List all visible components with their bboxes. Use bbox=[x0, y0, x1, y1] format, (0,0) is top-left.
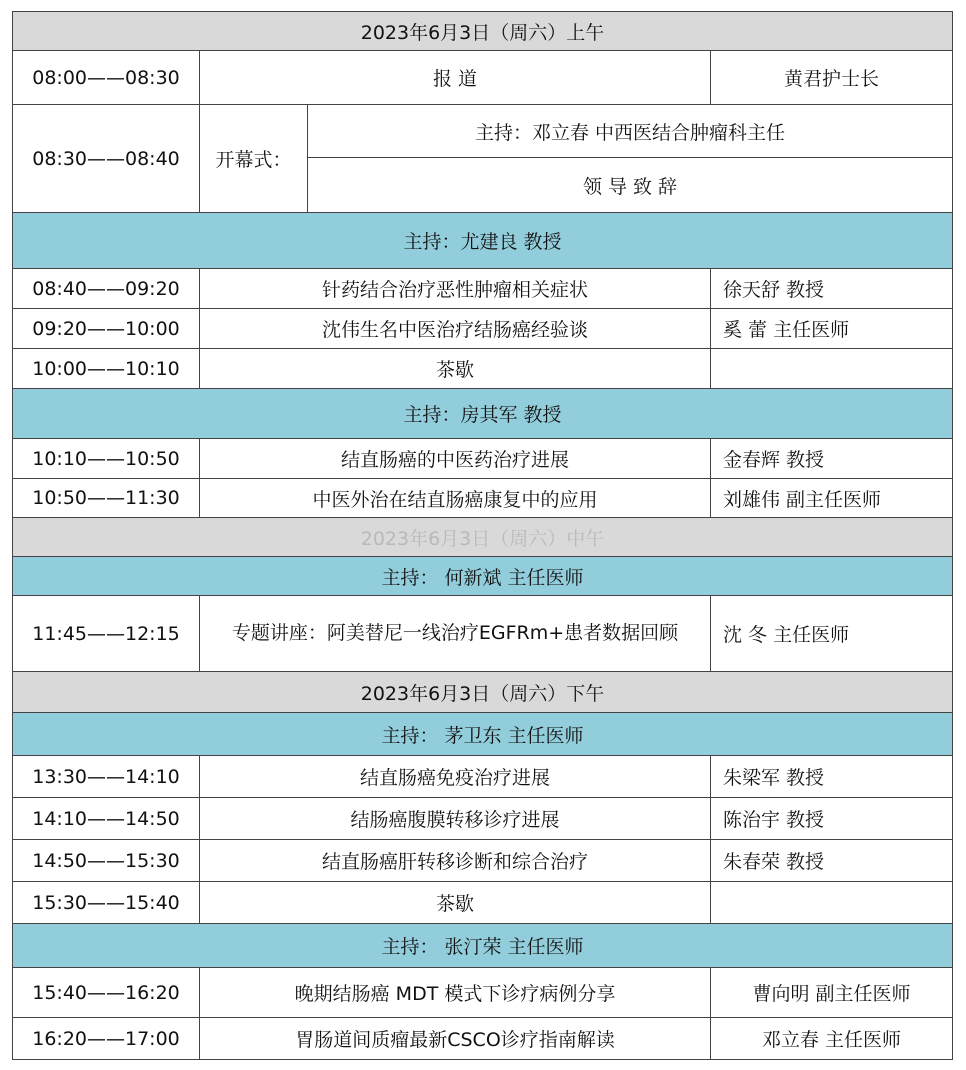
time-cell: 11:45——12:15 bbox=[13, 596, 200, 671]
session3-host-row bbox=[12, 557, 953, 596]
topic-cell: 结肠癌腹膜转移诊疗进展 bbox=[200, 798, 711, 839]
table-row bbox=[12, 269, 953, 309]
time-cell: 09:20——10:00 bbox=[13, 309, 200, 348]
session-host: 主持： 何新斌 主任医师 bbox=[381, 566, 584, 589]
topic-cell: 针药结合治疗恶性肿瘤相关症状 bbox=[200, 269, 711, 308]
speaker-cell bbox=[711, 349, 952, 388]
opening-label: 开幕式： bbox=[200, 105, 308, 212]
time-cell: 08:30——08:40 bbox=[13, 105, 200, 212]
speaker-cell: 奚 蕾 主任医师 bbox=[723, 319, 850, 341]
topic-cell: 专题讲座：阿美替尼一线治疗EGFRm+患者数据回顾 bbox=[200, 596, 711, 671]
time-cell: 15:30——15:40 bbox=[13, 882, 200, 923]
speaker-cell: 陈治宇 教授 bbox=[723, 809, 825, 831]
table-row bbox=[12, 1018, 953, 1060]
table-row bbox=[12, 882, 953, 924]
topic-cell: 结直肠癌的中医药治疗进展 bbox=[200, 439, 711, 478]
lecture-row bbox=[12, 596, 953, 672]
table-row bbox=[12, 840, 953, 882]
noon-header: 2023年6月3日（周六）中午 bbox=[360, 527, 605, 550]
topic-cell: 胃肠道间质瘤最新CSCO诊疗指南解读 bbox=[200, 1018, 711, 1059]
speaker-cell bbox=[711, 882, 952, 923]
afternoon-header-row bbox=[12, 672, 953, 713]
speaker-cell: 邓立春 主任医师 bbox=[761, 1029, 902, 1051]
speaker-cell: 刘雄伟 副主任医师 bbox=[723, 488, 882, 511]
speaker-cell: 金春辉 教授 bbox=[723, 449, 825, 471]
time-cell: 08:00——08:30 bbox=[13, 51, 200, 104]
time-cell: 10:10——10:50 bbox=[13, 439, 200, 478]
table-row bbox=[12, 756, 953, 798]
noon-header-row bbox=[12, 518, 953, 557]
session5-host-row bbox=[12, 924, 953, 968]
registration-row bbox=[12, 51, 953, 105]
topic-cell: 晚期结肠癌 MDT 模式下诊疗病例分享 bbox=[200, 968, 711, 1017]
speaker-cell: 朱梁军 教授 bbox=[723, 767, 825, 789]
session4-host-row bbox=[12, 713, 953, 756]
time-cell: 15:40——16:20 bbox=[13, 968, 200, 1017]
topic-cell: 结直肠癌肝转移诊断和综合治疗 bbox=[200, 840, 711, 881]
time-cell: 13:30——14:10 bbox=[13, 756, 200, 797]
morning-header-row bbox=[12, 11, 953, 51]
topic-cell: 报 道 bbox=[200, 51, 711, 104]
time-cell: 08:40——09:20 bbox=[13, 269, 200, 308]
time-cell: 14:50——15:30 bbox=[13, 840, 200, 881]
session-host: 主持：尤建良 教授 bbox=[403, 231, 562, 253]
session1-host-row bbox=[12, 213, 953, 269]
time-cell: 16:20——17:00 bbox=[13, 1018, 200, 1059]
time-cell: 10:00——10:10 bbox=[13, 349, 200, 388]
speaker-cell: 沈 冬 主任医师 bbox=[723, 624, 850, 646]
table-row bbox=[12, 798, 953, 840]
table-row bbox=[12, 479, 953, 518]
table-row bbox=[12, 968, 953, 1018]
opening-row bbox=[12, 105, 953, 213]
opening-host: 主持：邓立春 中西医结合肿瘤科主任 bbox=[308, 105, 952, 158]
session-host: 主持： 张汀荣 主任医师 bbox=[381, 936, 584, 958]
afternoon-header: 2023年6月3日（周六）下午 bbox=[360, 682, 605, 705]
session-host: 主持：房其军 教授 bbox=[403, 404, 562, 426]
topic-cell: 结直肠癌免疫治疗进展 bbox=[200, 756, 711, 797]
time-cell: 14:10——14:50 bbox=[13, 798, 200, 839]
session-host: 主持： 茅卫东 主任医师 bbox=[381, 724, 584, 747]
session2-host-row bbox=[12, 389, 953, 439]
table-row bbox=[12, 349, 953, 389]
speaker-cell: 朱春荣 教授 bbox=[723, 851, 825, 873]
speaker-cell: 徐天舒 教授 bbox=[723, 279, 825, 301]
speaker-cell: 曹向明 副主任医师 bbox=[752, 983, 911, 1005]
topic-cell: 茶歇 bbox=[200, 349, 711, 388]
schedule-table bbox=[12, 11, 953, 1060]
time-cell: 10:50——11:30 bbox=[13, 479, 200, 517]
topic-cell: 茶歇 bbox=[200, 882, 711, 923]
morning-header: 2023年6月3日（周六）上午 bbox=[360, 21, 605, 44]
topic-cell: 沈伟生名中医治疗结肠癌经验谈 bbox=[200, 309, 711, 348]
table-row bbox=[12, 439, 953, 479]
opening-speech: 领 导 致 辞 bbox=[582, 176, 678, 198]
table-row bbox=[12, 309, 953, 349]
topic-cell: 中医外治在结直肠癌康复中的应用 bbox=[200, 479, 711, 517]
person-cell: 黄君护士长 bbox=[783, 68, 879, 90]
